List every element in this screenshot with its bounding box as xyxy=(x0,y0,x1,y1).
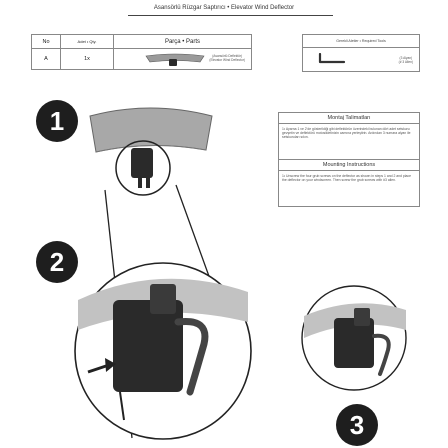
col-header-no: No xyxy=(32,35,61,49)
tool-label: (3 Alyan) (# 3 Allen) xyxy=(398,56,413,64)
instructions-heading-en: Mounting Instructions xyxy=(279,159,419,171)
instructions-heading-tr: Montaj Talimatları xyxy=(279,113,419,124)
col-header-part: Parça • Parts xyxy=(114,35,252,49)
instructions-text-tr: 1• Ayarna 1 ve 2'de gösterildiği gibi deflektörün üzerindeki bulunan dört adet setskuru gevşetin ve deflektörü motosikletinizin camına yerleştirin. Ardından 3 numara alyan ile setskuruları sıkın. xyxy=(282,127,411,139)
step-3-badge xyxy=(336,404,378,446)
step-1-number: 1 xyxy=(49,106,65,136)
row-no: A xyxy=(32,49,61,70)
instructions-text-en: 1• Unscrew the four grub screws on the deflector as shown in steps 1 and 2 and place the deflector on your windscreen. Then screw the grub screws with #3 allen. xyxy=(282,174,411,182)
page-title: Asansörlü Rüzgar Saptırıcı • Elevator Wind Deflector xyxy=(153,5,295,11)
step-2-illustration xyxy=(75,263,251,439)
tools-header: Gerekli Aletler • Required Tools xyxy=(303,35,419,48)
step-1-badge xyxy=(36,100,78,142)
step-2-badge xyxy=(36,241,78,283)
row-qty: 1x xyxy=(61,49,114,70)
step-3-number: 3 xyxy=(349,410,365,440)
part-label: (Asansörlü Deflektör) (Elevator Wind Deflector) xyxy=(209,54,245,62)
col-header-qty: Adet • Qty. xyxy=(61,35,114,49)
step-2-number: 2 xyxy=(49,247,65,277)
step-3-illustration xyxy=(302,286,406,390)
